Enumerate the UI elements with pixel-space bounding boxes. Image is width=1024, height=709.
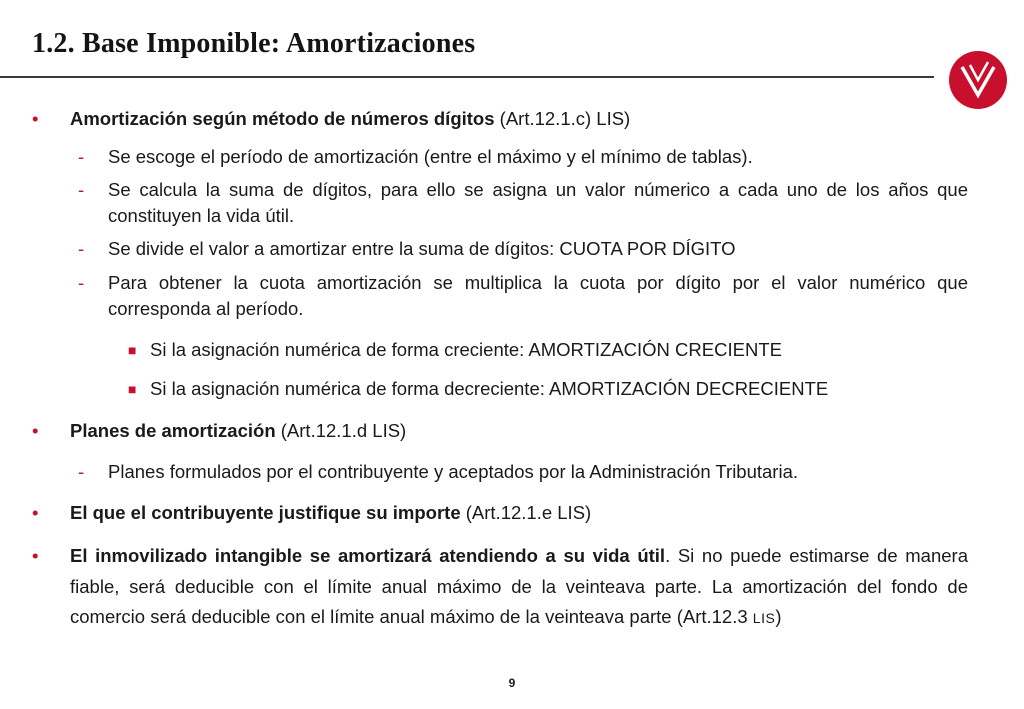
brand-logo-icon <box>948 50 1008 110</box>
dash-item-text: Se divide el valor a amortizar entre la suma de dígitos: CUOTA POR DÍGITO <box>108 238 736 259</box>
title-underline <box>0 76 934 78</box>
law-abbreviation: LIS <box>752 610 776 626</box>
bullet-heading: El inmovilizado intangible se amortizará atendiendo a su vida útil <box>70 545 666 566</box>
square-item <box>128 337 970 363</box>
bullet-justify-amount <box>32 500 970 526</box>
square-item-text: Si la asignación numérica de forma decreciente: AMORTIZACIÓN DECRECIENTE <box>150 378 829 399</box>
bullet-body: . Si no puede estimarse de manera fiable, será deducible con el límite anual máximo de la veinteava parte. La amortización del fondo de comercio será deducible con el límite anual máximo de la veinteava parte (Art.12.3 <box>70 545 968 627</box>
dash-item <box>78 270 968 322</box>
dash-marker: - <box>78 238 85 259</box>
dash-item <box>78 144 968 170</box>
dash-marker: - <box>78 146 85 167</box>
bullet-reference: (Art.12.1.c) LIS) <box>494 108 631 129</box>
slide-title: 1.2. Base Imponible: Amortizaciones <box>32 28 476 59</box>
bullet-heading: Amortización según método de números dígitos <box>70 108 495 129</box>
square-marker: ■ <box>128 381 137 397</box>
dash-item-text: Se calcula la suma de dígitos, para ello se asigna un valor númerico a cada uno de los años que constituyen la vida útil. <box>108 179 968 226</box>
dash-item <box>78 236 968 262</box>
closing-paren: ) <box>775 606 782 627</box>
square-item-text: Si la asignación numérica de forma creciente: AMORTIZACIÓN CRECIENTE <box>150 339 782 360</box>
bullet-intangible <box>32 541 968 634</box>
bullet-digit-method <box>32 106 970 132</box>
dash-item-text: Planes formulados por el contribuyente y aceptados por la Administración Tributaria. <box>108 461 799 482</box>
bullet-marker: • <box>32 545 39 566</box>
page-number: 9 <box>508 676 516 690</box>
bullet-heading: Planes de amortización <box>70 420 276 441</box>
bullet-plans <box>32 418 970 444</box>
dash-item <box>78 459 968 485</box>
bullet-marker: • <box>32 502 39 523</box>
bullet-marker: • <box>32 108 39 129</box>
dash-marker: - <box>78 461 85 482</box>
square-item <box>128 376 970 402</box>
dash-item <box>78 177 968 229</box>
bullet-heading: El que el contribuyente justifique su importe <box>70 502 461 523</box>
bullet-reference: (Art.12.1.e LIS) <box>460 502 592 523</box>
bullet-marker: • <box>32 420 39 441</box>
dash-marker: - <box>78 272 85 293</box>
square-marker: ■ <box>128 342 137 358</box>
dash-item-text: Para obtener la cuota amortización se multiplica la cuota por dígito por el valor numérico que corresponda al período. <box>108 272 968 319</box>
bullet-reference: (Art.12.1.d LIS) <box>275 420 407 441</box>
dash-item-text: Se escoge el período de amortización (entre el máximo y el mínimo de tablas). <box>108 146 753 167</box>
dash-marker: - <box>78 179 85 200</box>
